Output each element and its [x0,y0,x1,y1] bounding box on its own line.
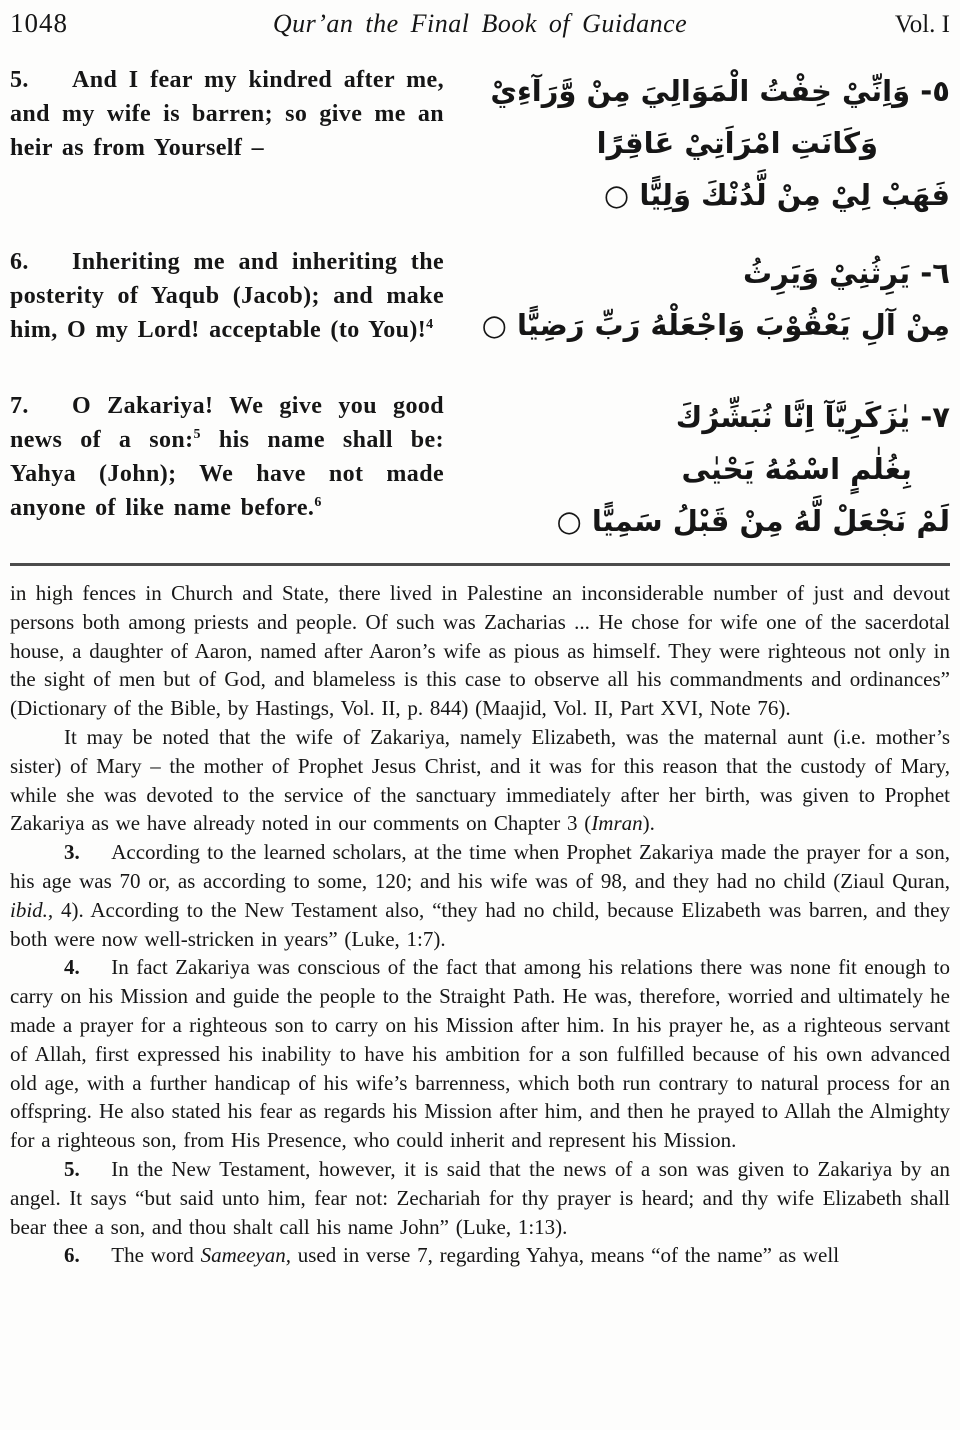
footnotes-section [10,579,950,1270]
verses-section [10,63,950,547]
verse-block [10,63,950,221]
verse-number: 5. [10,67,29,93]
text-segment: It may be noted that the wife of Zakariya, namely Elizabeth, was the maternal aunt (i.e. mother’s sister) of Mary – the mother of Prophet Jesus Christ, and it was for this reason that the custody of Mary, while she was devoted to the service of the sanctuary immediately after her birth, was given to Prophet Zakariya as we have already noted in our comments on Chapter 3 ( [10,724,950,836]
text-segment: in high fences in Church and State, there lived in Palestine an inconsiderable number of just and devout persons both among priests and people. Of such was Zacharias ... He chose for wife one of the sacerdotal house, a daughter of Aaron, named after Aaron’s wife as pious as himself. They were righteous not only in the sight of men but of God, and blameless is this case to observe all his commandments and ordinances” (Dictionary of the Bible, by Hastings, Vol. II, p. 844) (Maajid, Vol. II, Part XVI, Note 76). [10,581,950,721]
arabic-verse-line: وَكَانَتِ امْرَاَتِيْ عَاقِرًا [596,126,878,160]
text-segment: Inheriting me and inheriting the posterity of Yaqub (Jacob); and make him, O my Lord! acceptable (to You)! [10,249,444,343]
arabic-verse-line: لَمْ نَجْعَلْ لَّهُ مِنْ قَبْلُ سَمِيًّا ○ [556,504,950,538]
verse-arabic-text [474,389,950,547]
footnote-paragraph [10,838,950,953]
verse-block [10,245,950,351]
verse-english-text [10,245,444,347]
footnote-number: 5. [64,1156,80,1181]
footnote-separator [10,563,950,566]
verse-number: 7. [10,393,29,419]
page-number: 1048 [10,8,68,38]
footnote-paragraph [10,1241,950,1270]
text-segment: According to the learned scholars, at the time when Prophet Zakariya made the prayer for a son, his age was 70 or, as according to some, 120; and his wife was of 98, and they had no child (Ziaul Quran, [10,840,950,893]
footnote-number: 4. [64,955,80,980]
text-segment: In the New Testament, however, it is said that the news of a son was given to Zakariya by an angel. It says “but said unto him, fear not: Zechariah for thy prayer is heard; and thy wife Elizabeth shall bear thee a son, and thou shalt call his name John” (Luke, 1:13). [10,1156,950,1239]
text-segment: And I fear my kindred after me, and my wife is barren; so give me an heir as from Yourself – [10,67,444,161]
footnote-marker: 5 [193,427,201,442]
text-segment: ibid., [10,897,54,922]
text-segment: ). [642,811,655,836]
footnote-paragraph [10,723,950,838]
text-segment: O Zakariya! We give you good news of a son: [10,393,444,453]
text-segment: In fact Zakariya was conscious of the fact that among his relations there was none fit enough to carry on his Mission and guide the people to the Straight Path. He was, therefore, worried and ultimately he made a prayer for a righteous son to carry on his Mission after him. In his prayer he, as a righteous servant of Allah, first expressed his inability to have his ambition for a son fulfilled because of his own advanced old age, with a further handicap of his wife’s barrenness, which both run contrary to natural process for an offspring. He also stated his fear as regards his Mission after him, and then he prayed to Allah the Almighty for a righteous son, from His Presence, who could inherit and represent his Mission. [10,955,950,1153]
footnote-number: 6. [64,1243,80,1268]
footnote-marker: 4 [426,317,434,332]
footnote-paragraph [10,1155,950,1241]
arabic-verse-line: ٧- يٰزَكَرِيَّآ اِنَّا نُبَشِّرُكَ [675,400,950,434]
verse-number: 6. [10,249,29,275]
text-segment: Sameeyan, [200,1243,291,1268]
arabic-verse-line: فَهَبْ لِيْ مِنْ لَّدُنْكَ وَلِيًّا ○ [603,178,950,212]
footnote-paragraph [10,579,950,723]
book-title: Qur’an the Final Book of Guidance [272,9,688,38]
verse-block [10,389,950,547]
volume-label: Vol. I [894,11,950,38]
footnote-marker: 6 [314,495,322,510]
arabic-verse-line: بِغُلٰمٍ اسْمُهُ يَحْيٰى [681,452,912,486]
verse-english-text [10,63,444,165]
verse-arabic-text [474,63,950,221]
text-segment: his name shall be: Yahya (John); We have not made anyone of like name before. [10,427,444,521]
verse-arabic-text [474,245,950,351]
footnote-number: 3. [64,840,80,865]
verse-english-text [10,389,444,525]
arabic-verse-line: ٦- يَرِثُنِيْ وَيَرِثُ [742,256,950,290]
arabic-verse-line: ٥- وَاِنِّيْ خِفْتُ الْمَوَالِيَ مِنْ وَّرَآءِيْ [490,74,950,108]
text-segment: 4). According to the New Testament also, “they had no child, because Elizabeth was barren, and they both were now well-stricken in years” (Luke, 1:7). [10,897,950,951]
text-segment: used in verse 7, regarding Yahya, means “of the name” as well [290,1243,840,1268]
page-header [10,8,950,39]
text-segment: Imran [591,811,643,836]
arabic-verse-line: مِنْ آلِ يَعْقُوْبَ وَاجْعَلْهُ رَبِّ رَضِيًّا ○ [481,308,950,342]
text-segment: The word [79,1243,201,1268]
footnote-paragraph [10,953,950,1155]
